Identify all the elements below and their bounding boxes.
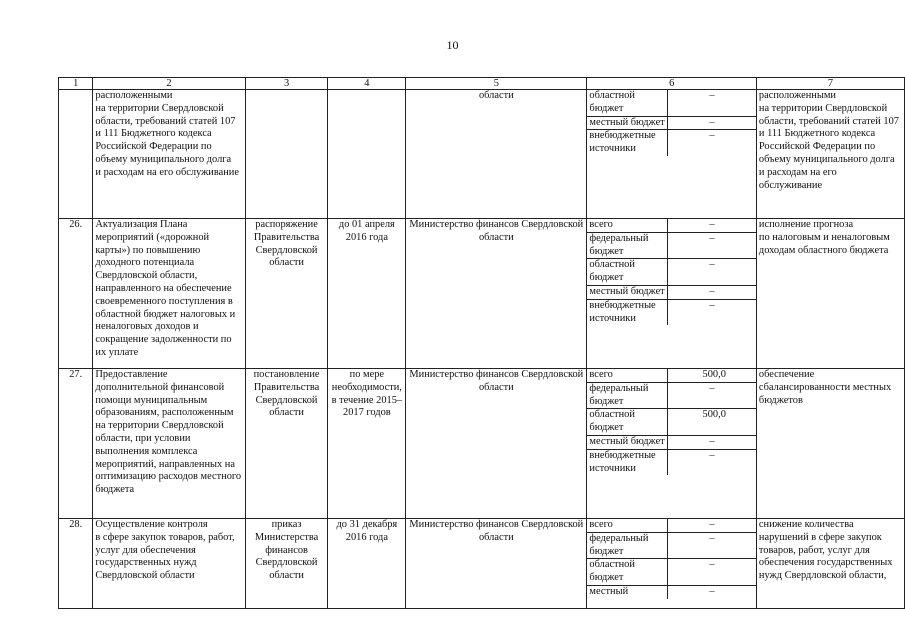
funding-row [587, 285, 755, 299]
measure-name: Осуществление контроля в сфере закупок товаров, работ, услуг для обеспечения государственных нужд Свердловской области [93, 519, 245, 609]
measure-name: расположенными на территории Свердловской области, требований статей 107 и 111 Бюджетного кодекса Российской Федерации по объему муниципального долга и расходам на его обслуживание [93, 90, 245, 219]
funding-table [587, 519, 755, 599]
funding-amount: – [667, 585, 755, 598]
funding-table [587, 369, 755, 475]
funding-row [587, 116, 755, 130]
col-header: 2 [93, 78, 245, 90]
funding-source: местный бюджет [587, 116, 667, 130]
funding-source: федеральный бюджет [587, 232, 667, 259]
funding-table [587, 90, 755, 156]
row-number: 27. [59, 369, 93, 519]
funding-amount: – [667, 382, 755, 409]
page-number: 10 [446, 38, 459, 52]
funding-source: областной бюджет [587, 559, 667, 586]
table-row [59, 219, 905, 369]
funding-amount: – [667, 532, 755, 559]
header-row [59, 78, 905, 90]
executor: области [406, 90, 587, 219]
plan-table [58, 77, 905, 609]
measure-name: Предоставление дополнительной финансовой помощи муниципальным образованиям, расположенным на территории Свердловской области, при условии выполнения комплекса мероприятий, направленных на оптимизацию расходов местного бюджета [93, 369, 245, 519]
funding-cell [587, 519, 756, 609]
document-type: приказ Министерства финансов Свердловской области [245, 519, 328, 609]
deadline: до 31 декабря 2016 года [328, 519, 406, 609]
funding-row [587, 532, 755, 559]
funding-row [587, 232, 755, 259]
funding-amount: 500,0 [667, 409, 755, 436]
col-header: 6 [587, 78, 756, 90]
table-row [59, 519, 905, 609]
funding-amount: – [667, 435, 755, 449]
funding-row [587, 299, 755, 325]
funding-source: внебюджетные источники [589, 449, 656, 474]
funding-row [587, 519, 755, 532]
funding-amount: – [667, 285, 755, 299]
funding-source: местный [589, 585, 629, 597]
funding-amount: – [667, 130, 755, 156]
funding-row [587, 219, 755, 232]
funding-amount: – [667, 559, 755, 586]
funding-row [587, 90, 755, 116]
funding-source: федеральный бюджет [587, 532, 667, 559]
funding-cell [587, 219, 756, 369]
deadline [328, 90, 406, 219]
funding-amount: 500,0 [667, 369, 755, 382]
funding-amount: – [667, 219, 755, 232]
executor: Министерство финансов Свердловской области [406, 519, 587, 609]
funding-amount: – [667, 232, 755, 259]
funding-row [587, 130, 755, 156]
funding-row [587, 435, 755, 449]
funding-row [587, 369, 755, 382]
expected-result: исполнение прогноза по налоговым и неналоговым доходам областного бюджета [756, 219, 904, 369]
funding-amount: – [667, 299, 755, 325]
funding-row [587, 559, 755, 586]
funding-source: всего [587, 369, 667, 382]
funding-source: областной бюджет [587, 409, 667, 436]
funding-source: областной бюджет [587, 259, 667, 286]
funding-row [587, 449, 755, 475]
funding-row [587, 382, 755, 409]
expected-result: снижение количества нарушений в сфере закупок товаров, работ, услуг для обеспечения государственных нужд Свердловской области, [756, 519, 904, 609]
funding-row [587, 585, 755, 598]
document-type [245, 90, 328, 219]
document-type: распоряжение Правительства Свердловской области [245, 219, 328, 369]
funding-amount: – [667, 259, 755, 286]
col-header: 1 [59, 78, 93, 90]
funding-source: внебюджетные источники [589, 130, 656, 155]
document-type: постановление Правительства Свердловской области [245, 369, 328, 519]
funding-source: местный бюджет [587, 285, 667, 299]
deadline: по мере необходимости, в течение 2015–2017 годов [328, 369, 406, 519]
funding-source: всего [587, 219, 667, 232]
table-row [59, 369, 905, 519]
expected-result: расположенными на территории Свердловской области, требований статей 107 и 111 Бюджетного кодекса Российской Федерации по объему муниципального долга и расходам на его обслуживание [756, 90, 904, 219]
funding-amount: – [667, 519, 755, 532]
funding-cell [587, 90, 756, 219]
funding-row [587, 259, 755, 286]
funding-cell [587, 369, 756, 519]
executor: Министерство финансов Свердловской области [406, 219, 587, 369]
funding-amount: – [667, 116, 755, 130]
funding-source: внебюджетные источники [589, 299, 656, 324]
row-number: 28. [59, 519, 93, 609]
funding-amount: – [667, 90, 755, 116]
funding-source: областной бюджет [587, 90, 667, 116]
deadline: до 01 апреля 2016 года [328, 219, 406, 369]
expected-result: обеспечение сбалансированности местных бюджетов [756, 369, 904, 519]
row-number: 26. [59, 219, 93, 369]
funding-amount: – [667, 449, 755, 475]
executor: Министерство финансов Свердловской области [406, 369, 587, 519]
funding-row [587, 409, 755, 436]
funding-table [587, 219, 755, 325]
funding-source: всего [587, 519, 667, 532]
col-header: 3 [245, 78, 328, 90]
col-header: 4 [328, 78, 406, 90]
table-row [59, 90, 905, 219]
col-header: 5 [406, 78, 587, 90]
col-header: 7 [756, 78, 904, 90]
row-number [59, 90, 93, 219]
funding-source: федеральный бюджет [587, 382, 667, 409]
measure-name: Актуализация Плана мероприятий («дорожной карты») по повышению доходного потенциала Свердловской области, направленного на обеспечение своевременного поступления в областной бюджет налоговых и неналоговых доходов и сокращение задолженности по их уплате [93, 219, 245, 369]
funding-source: местный бюджет [587, 435, 667, 449]
